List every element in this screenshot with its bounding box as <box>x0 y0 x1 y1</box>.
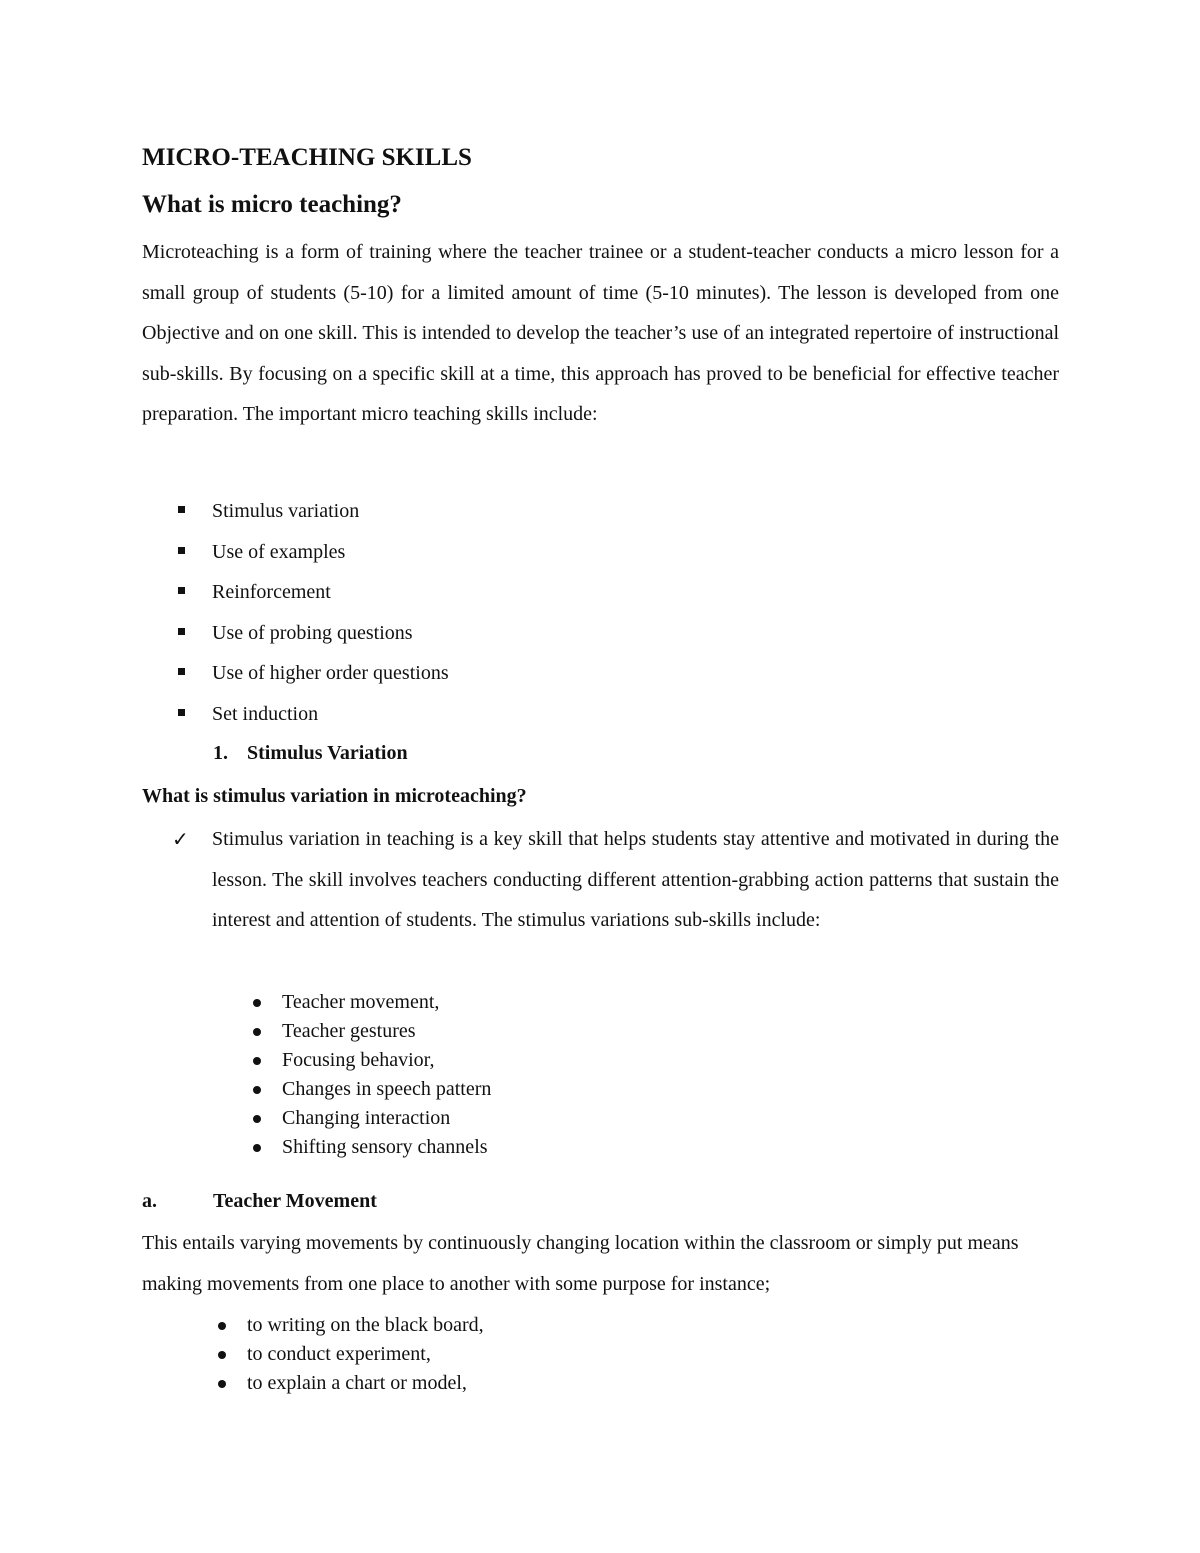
check-item <box>172 819 1059 941</box>
list-item: Teacher movement, <box>248 988 491 1017</box>
subsection-a-heading <box>142 1184 377 1218</box>
square-bullet-icon <box>178 628 185 635</box>
list-item: to explain a chart or model, <box>213 1369 484 1398</box>
question-heading: What is stimulus variation in microteaching? <box>142 785 527 807</box>
round-bullet-icon <box>253 1144 261 1152</box>
skills-list <box>172 491 449 735</box>
list-item: Set induction <box>172 694 449 735</box>
intro-paragraph: Microteaching is a form of training where the teacher trainee or a student-teacher conducts a micro lesson for a small group of students (5-10) for a limited amount of time (5-10 minutes). The lesson is developed from one Objective and on one skill. This is intended to develop the teacher’s use of an integrated repertoire of instructional sub-skills. By focusing on a specific skill at a time, this approach has proved to be beneficial for effective teacher preparation. The important micro teaching skills include: <box>142 241 1059 426</box>
square-bullet-icon <box>178 587 185 594</box>
subsection-heading-text: Teacher Movement <box>213 1190 377 1212</box>
section-heading-text: Stimulus Variation <box>247 742 408 764</box>
list-item: Stimulus variation <box>172 491 449 532</box>
list-item: to writing on the black board, <box>213 1311 484 1340</box>
section-number: 1. <box>213 742 228 764</box>
check-item-text: Stimulus variation in teaching is a key skill that helps students stay attentive and motivated in during the lesson. The skill involves teachers conducting different attention-grabbing action patterns that sustain the interest and attention of students. The stimulus variations sub-skills include: <box>212 828 1059 932</box>
round-bullet-icon <box>218 1351 226 1359</box>
round-bullet-icon <box>253 1115 261 1123</box>
round-bullet-icon <box>253 1057 261 1065</box>
list-item: to conduct experiment, <box>213 1340 484 1369</box>
list-item: Changing interaction <box>248 1104 491 1133</box>
list-item: Teacher gestures <box>248 1017 491 1046</box>
section-subtitle: What is micro teaching? <box>142 191 402 218</box>
movement-examples-list <box>213 1311 484 1398</box>
check-mark-icon: ✓ <box>172 827 189 851</box>
round-bullet-icon <box>218 1322 226 1330</box>
square-bullet-icon <box>178 547 185 554</box>
list-item: Reinforcement <box>172 572 449 613</box>
page-title: MICRO-TEACHING SKILLS <box>142 144 472 171</box>
section-1-heading <box>213 736 408 770</box>
round-bullet-icon <box>218 1380 226 1388</box>
list-item: Use of probing questions <box>172 613 449 654</box>
subsection-letter: a. <box>142 1190 157 1212</box>
list-item: Changes in speech pattern <box>248 1075 491 1104</box>
list-item: Use of examples <box>172 532 449 573</box>
square-bullet-icon <box>178 506 185 513</box>
list-item: Shifting sensory channels <box>248 1133 491 1162</box>
round-bullet-icon <box>253 1028 261 1036</box>
round-bullet-icon <box>253 999 261 1007</box>
square-bullet-icon <box>178 709 185 716</box>
list-item: Use of higher order questions <box>172 653 449 694</box>
teacher-movement-paragraph: This entails varying movements by continuously changing location within the classroom or simply put means making movements from one place to another with some purpose for instance; <box>142 1232 1019 1295</box>
round-bullet-icon <box>253 1086 261 1094</box>
subskills-list <box>248 988 491 1162</box>
list-item: Focusing behavior, <box>248 1046 491 1075</box>
square-bullet-icon <box>178 668 185 675</box>
